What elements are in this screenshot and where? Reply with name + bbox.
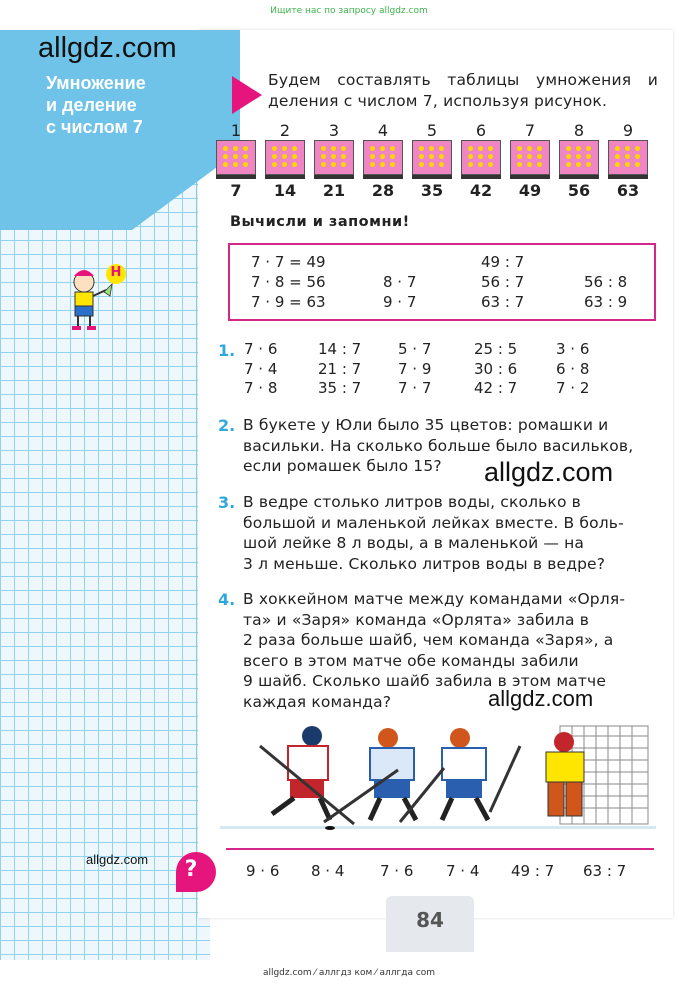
memo-cell: 9 · 7 xyxy=(383,293,417,311)
die-result: 56 xyxy=(567,181,591,200)
die-result: 42 xyxy=(469,181,493,200)
die-face-icon xyxy=(608,140,648,175)
memo-cell: 63 : 9 xyxy=(584,293,628,311)
question-marker-icon xyxy=(176,852,216,892)
die-result: 28 xyxy=(371,181,395,200)
die xyxy=(608,121,648,200)
memo-cell: 7 · 7 = 49 xyxy=(251,253,326,271)
die-face-icon xyxy=(314,140,354,175)
watermark: allgdz.com xyxy=(38,32,177,64)
watermark: allgdz.com xyxy=(484,457,614,487)
die-top-number: 5 xyxy=(426,121,438,140)
topic-title xyxy=(46,72,146,138)
topic-line: Умножение xyxy=(46,73,146,93)
die-bar xyxy=(461,175,501,179)
die-result: 21 xyxy=(322,181,346,200)
question-mark: ? xyxy=(184,857,198,882)
bottom-note: allgdz.com ⁄ аллгдз ком ⁄ аллгда com xyxy=(262,968,436,978)
exercise-1-item: 14 : 7 xyxy=(318,340,362,358)
text-line: 3 л меньше. Сколько литров воды в ведре? xyxy=(243,554,606,573)
exercise-3-text xyxy=(243,492,655,574)
exercise-1-item: 7 · 9 xyxy=(398,359,432,378)
top-note: Ищите нас по запросу allgdz.com xyxy=(270,6,428,16)
die xyxy=(559,121,599,200)
page-number: 84 xyxy=(416,908,444,932)
die-result: 7 xyxy=(230,181,242,200)
die xyxy=(216,121,256,200)
boy-illustration-icon xyxy=(60,262,140,334)
exercise-1-item: 7 · 7 xyxy=(398,379,432,397)
die xyxy=(510,121,550,200)
divider-line xyxy=(226,848,654,850)
topic-line: с числом 7 xyxy=(46,117,143,137)
memo-cell: 56 : 7 xyxy=(481,273,525,291)
text-line: большой и маленькой лейках вместе. В боль- xyxy=(243,513,624,532)
die-top-number: 7 xyxy=(524,121,536,140)
watermark: allgdz.com xyxy=(86,852,149,867)
die-top-number: 8 xyxy=(573,121,585,140)
exercise-4-text xyxy=(243,589,655,712)
exercise-1-number: 1. xyxy=(218,341,236,360)
die-bar xyxy=(412,175,452,179)
die xyxy=(412,121,452,200)
die-face-icon xyxy=(216,140,256,175)
exercise-3-number: 3. xyxy=(218,493,236,512)
bottom-row-item: 49 : 7 xyxy=(511,862,555,880)
exercise-1-item: 5 · 7 xyxy=(398,340,432,358)
text-line: если ромашек было 15? xyxy=(243,457,442,475)
text-line: 2 раза больше шайб, чем команда «Заря», а xyxy=(243,631,614,649)
text-line: В хоккейном матче между командами «Орля- xyxy=(243,590,626,608)
die-face-icon xyxy=(265,140,305,175)
watermark: allgdz.com xyxy=(488,686,594,711)
die-face-icon xyxy=(461,140,501,175)
die xyxy=(314,121,354,200)
text-line: шой лейке 8 л воды, а в маленькой — на xyxy=(243,534,585,552)
badge-letter: Н xyxy=(110,265,122,280)
die-face-icon xyxy=(363,140,403,175)
die-bar xyxy=(314,175,354,179)
bottom-row-item: 9 · 6 xyxy=(246,862,280,880)
text-line: В ведре столько литров воды, сколько в xyxy=(243,493,581,511)
die-top-number: 2 xyxy=(279,121,291,140)
exercise-1-item: 7 · 8 xyxy=(244,379,278,397)
exercise-1-item: 35 : 7 xyxy=(318,379,362,397)
die-result: 35 xyxy=(420,181,444,200)
bottom-row-item: 8 · 4 xyxy=(311,862,345,880)
exercise-2-number: 2. xyxy=(218,416,236,435)
triangle-marker-icon xyxy=(232,76,262,114)
exercise-1-item: 7 · 2 xyxy=(556,379,590,397)
memo-cell: 56 : 8 xyxy=(584,273,628,291)
die-top-number: 1 xyxy=(230,121,242,140)
die-top-number: 3 xyxy=(328,121,340,140)
die-bar xyxy=(265,175,305,179)
die-face-icon xyxy=(559,140,599,175)
die-result: 49 xyxy=(518,181,542,200)
die-bar xyxy=(216,175,256,179)
exercise-1-item: 3 · 6 xyxy=(556,340,590,358)
die xyxy=(265,121,305,200)
text-line: В букете у Юли было 35 цветов: ромашки и xyxy=(243,416,609,434)
exercise-1-item: 42 : 7 xyxy=(474,379,518,397)
exercise-4-number: 4. xyxy=(218,590,236,609)
die-bar xyxy=(363,175,403,179)
die-face-icon xyxy=(412,140,452,175)
text-line: васильки. На сколько больше было васильков, xyxy=(243,436,634,455)
exercise-1-item: 6 · 8 xyxy=(556,359,590,378)
exercise-1-item: 25 : 5 xyxy=(474,340,518,358)
die-bar xyxy=(510,175,550,179)
memo-cell: 63 : 7 xyxy=(481,293,525,311)
text-line: 9 шайб. Сколько шайб забила в этом матче xyxy=(243,672,606,690)
exercise-1-item: 21 : 7 xyxy=(318,359,362,378)
die-top-number: 6 xyxy=(475,121,487,140)
die-face-icon xyxy=(510,140,550,175)
bottom-row-item: 7 · 4 xyxy=(446,862,480,880)
text-line: каждая команда? xyxy=(243,692,392,711)
die xyxy=(461,121,501,200)
page-number-tab xyxy=(386,896,474,952)
die-top-number: 9 xyxy=(622,121,634,140)
memo-cell: 49 : 7 xyxy=(481,253,525,271)
die-result: 14 xyxy=(273,181,297,200)
die xyxy=(363,121,403,200)
exercise-1-item: 30 : 6 xyxy=(474,359,518,378)
memo-cell: 7 · 9 = 63 xyxy=(251,293,326,311)
memo-cell: 8 · 7 xyxy=(383,273,417,291)
die-top-number: 4 xyxy=(377,121,389,140)
memo-box xyxy=(228,243,656,321)
exercise-1-item: 7 · 4 xyxy=(244,359,278,378)
exercise-1-item: 7 · 6 xyxy=(244,340,278,358)
bottom-row-item: 7 · 6 xyxy=(380,862,414,880)
text-line: та» и «Заря» команда «Орлята» забила в xyxy=(243,610,589,629)
die-bar xyxy=(608,175,648,179)
topic-line: и деление xyxy=(46,95,137,115)
die-bar xyxy=(559,175,599,179)
calc-title: Вычисли и запомни! xyxy=(230,214,410,230)
intro-text: Будем составлять таблицы умножения и деления с числом 7, используя рисунок. xyxy=(268,71,658,110)
text-line: всего в этом матче обе команды забили xyxy=(243,651,579,670)
hockey-players-illustration-icon xyxy=(220,716,656,834)
memo-cell: 7 · 8 = 56 xyxy=(251,273,326,291)
die-result: 63 xyxy=(616,181,640,200)
bottom-row-item: 63 : 7 xyxy=(583,862,627,880)
